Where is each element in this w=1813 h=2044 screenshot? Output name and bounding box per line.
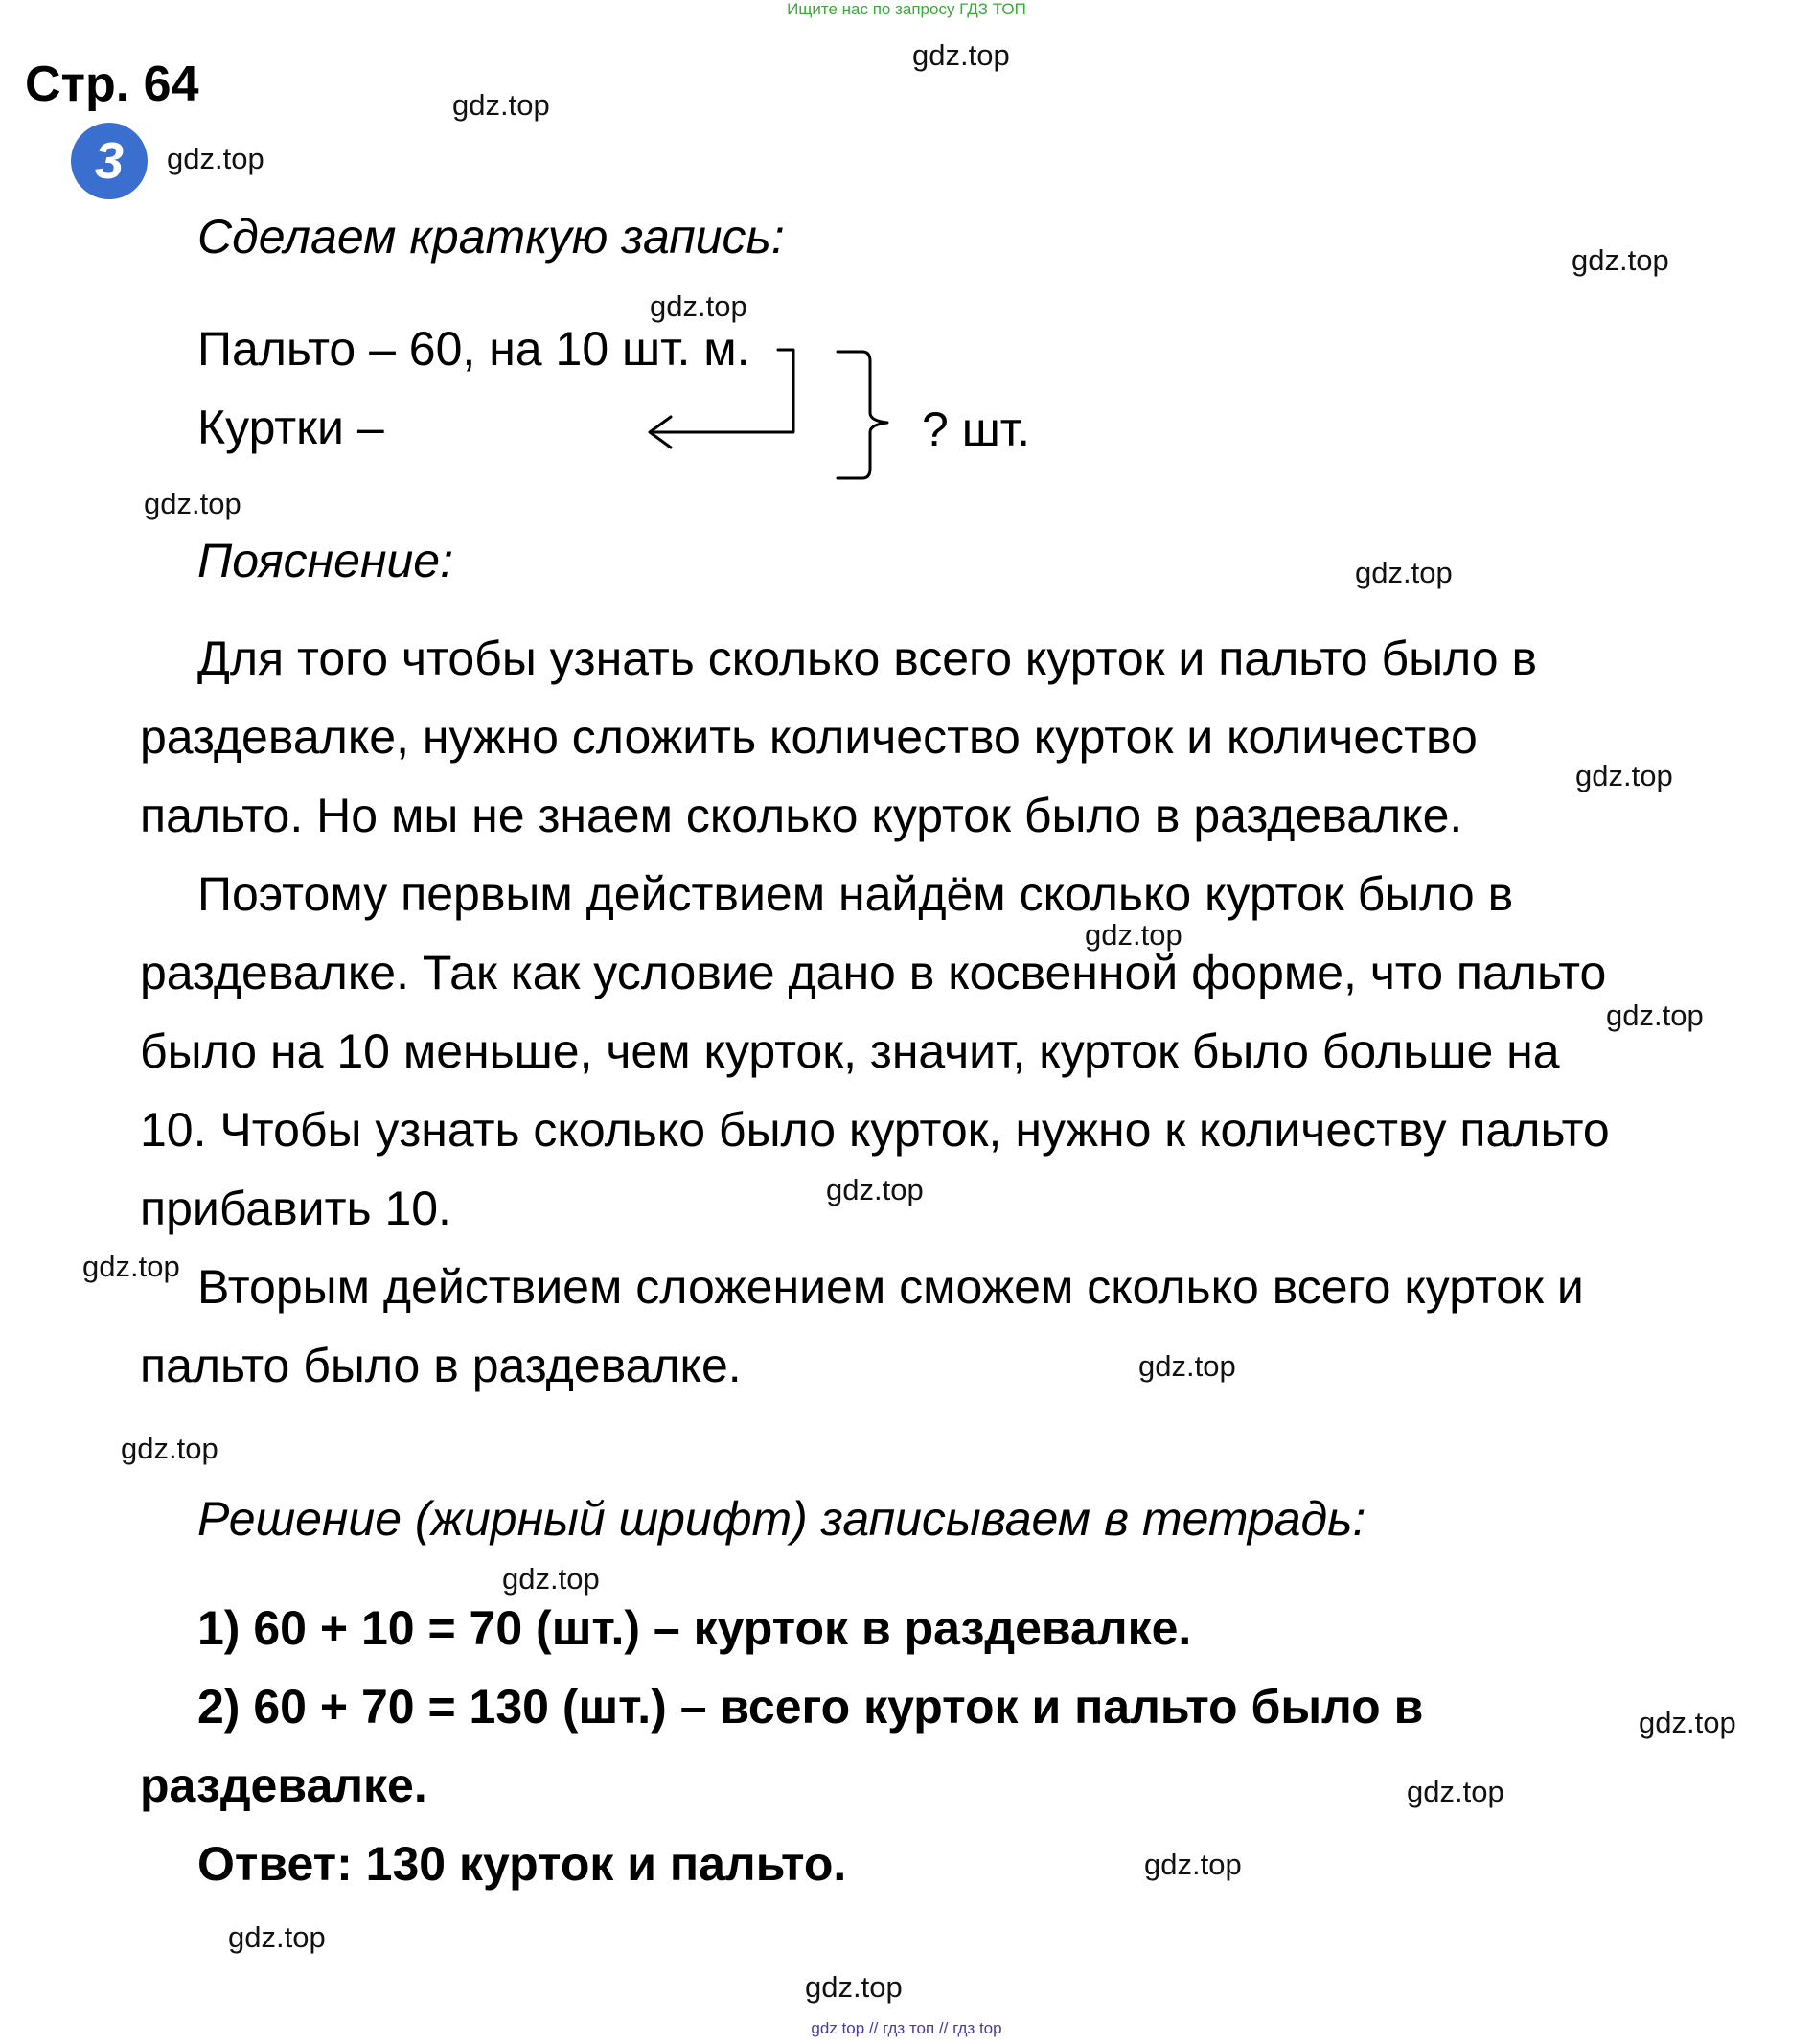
relation-arrow-line: [652, 350, 793, 432]
explanation-line: раздевалке. Так как условие дано в косвенной форме, что пальто: [140, 946, 1607, 999]
watermark: gdz.top: [452, 88, 550, 122]
page-title: Стр. 64: [25, 57, 199, 112]
top-banner: Ищите нас по запросу ГДЗ ТОП: [787, 0, 1026, 18]
solution-step-1: 1) 60 + 10 = 70 (шт.) – курток в раздевалке.: [197, 1601, 1192, 1655]
watermark: gdz.top: [144, 487, 241, 520]
watermark: gdz.top: [167, 142, 264, 175]
watermark: gdz.top: [1138, 1349, 1236, 1383]
watermark: gdz.top: [1639, 1706, 1736, 1739]
explanation-line: Вторым действием сложением сможем сколько всего курток и: [197, 1260, 1584, 1314]
watermark: gdz.top: [1144, 1848, 1242, 1881]
explanation-line: было на 10 меньше, чем курток, значит, курток было больше на: [140, 1024, 1560, 1078]
answer: Ответ: 130 курток и пальто.: [197, 1837, 847, 1891]
task-number-badge: 3: [71, 123, 148, 199]
watermark: gdz.top: [1575, 759, 1673, 792]
watermark: gdz.top: [650, 289, 747, 323]
explanation-line: пальто было в раздевалке.: [140, 1339, 742, 1392]
short-record-scheme: [632, 340, 920, 494]
watermark: gdz.top: [1606, 999, 1704, 1032]
watermark: gdz.top: [826, 1173, 924, 1206]
watermark: gdz.top: [912, 38, 1010, 72]
short-record-heading: Сделаем краткую запись:: [197, 210, 785, 264]
watermark: gdz.top: [82, 1250, 180, 1283]
explanation-line: Для того чтобы узнать сколько всего курток и пальто было в: [197, 632, 1538, 685]
watermark: gdz.top: [1085, 918, 1182, 952]
watermark: gdz.top: [502, 1562, 600, 1596]
watermark: gdz.top: [1355, 556, 1453, 589]
explanation-line: раздевалке, нужно сложить количество курток и количество: [140, 710, 1478, 764]
watermark: gdz.top: [1407, 1775, 1504, 1808]
watermark: gdz.top: [805, 1970, 903, 2004]
solution-heading: Решение (жирный шрифт) записываем в тетрадь:: [197, 1492, 1366, 1546]
explanation-line: Поэтому первым действием найдём сколько курток было в: [197, 867, 1514, 921]
explanation-line: пальто. Но мы не знаем сколько курток было в раздевалке.: [140, 789, 1463, 842]
explanation-line: прибавить 10.: [140, 1182, 451, 1235]
solution-step-2-continued: раздевалке.: [140, 1758, 427, 1812]
watermark: gdz.top: [1572, 243, 1669, 277]
curly-brace-icon: [838, 352, 887, 478]
solution-step-2: 2) 60 + 70 = 130 (шт.) – всего курток и пальто было в: [197, 1680, 1424, 1734]
watermark: gdz.top: [121, 1432, 218, 1465]
short-record-coats: Пальто – 60, на 10 шт. м.: [197, 322, 750, 376]
explanation-line: 10. Чтобы узнать сколько было курток, нужно к количеству пальто: [140, 1103, 1610, 1157]
explanation-heading: Пояснение:: [197, 534, 453, 587]
footer-watermark: gdz top // гдз топ // гдз top: [811, 2019, 1002, 2037]
short-record-total: ? шт.: [922, 402, 1031, 456]
short-record-jackets: Куртки –: [197, 401, 384, 454]
watermark: gdz.top: [228, 1920, 326, 1954]
